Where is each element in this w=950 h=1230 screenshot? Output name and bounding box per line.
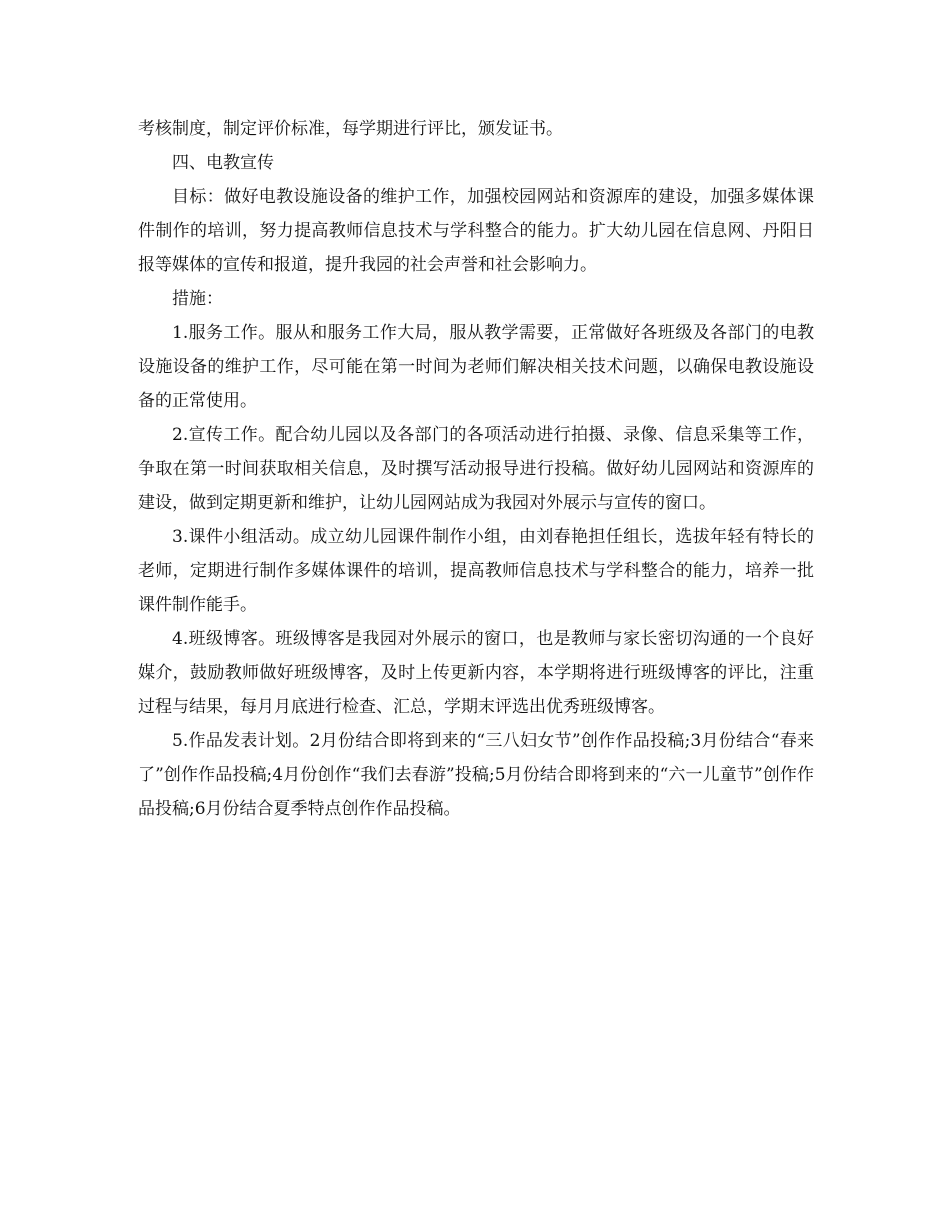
paragraph-item-5: 5.作品发表计划。2月份结合即将到来的“三八妇女节”创作作品投稿;3月份结合“春来了”创作作品投稿;4月份创作“我们去春游”投稿;5月份结合即将到来的“六一儿童节”创作作品投稿;6月份结合夏季特点创作作品投稿。 — [138, 731, 814, 819]
paragraph-goal: 目标：做好电教设施设备的维护工作，加强校园网站和资源库的建设，加强多媒体课件制作的培训，努力提高教师信息技术与学科整合的能力。扩大幼儿园在信息网、丹阳日报等媒体的宣传和报道，提升我园的社会声誉和社会影响力。 — [138, 187, 814, 275]
paragraph-item-4: 4.班级博客。班级博客是我园对外展示的窗口，也是教师与家长密切沟通的一个良好媒介，鼓励教师做好班级博客，及时上传更新内容，本学期将进行班级博客的评比，注重过程与结果，每月月底进行检查、汇总，学期末评选出优秀班级博客。 — [138, 629, 814, 717]
section-heading: 四、电教宣传 — [172, 153, 274, 173]
paragraph-item-1: 1.服务工作。服从和服务工作大局，服从教学需要，正常做好各班级及各部门的电教设施设备的维护工作，尽可能在第一时间为老师们解决相关技术问题，以确保电教设施设备的正常使用。 — [138, 323, 814, 411]
paragraph-item-2: 2.宣传工作。配合幼儿园以及各部门的各项活动进行拍摄、录像、信息采集等工作，争取在第一时间获取相关信息，及时撰写活动报导进行投稿。做好幼儿园网站和资源库的建设，做到定期更新和维护，让幼儿园网站成为我园对外展示与宣传的窗口。 — [138, 425, 814, 513]
paragraph-item-3: 3.课件小组活动。成立幼儿园课件制作小组，由刘春艳担任组长，选拔年轻有特长的老师，定期进行制作多媒体课件的培训，提高教师信息技术与学科整合的能力，培养一批课件制作能手。 — [138, 527, 814, 615]
document-body — [138, 112, 814, 826]
paragraph-continuation: 考核制度，制定评价标准，每学期进行评比，颁发证书。 — [138, 119, 563, 139]
paragraph-measures-label: 措施： — [172, 289, 223, 309]
